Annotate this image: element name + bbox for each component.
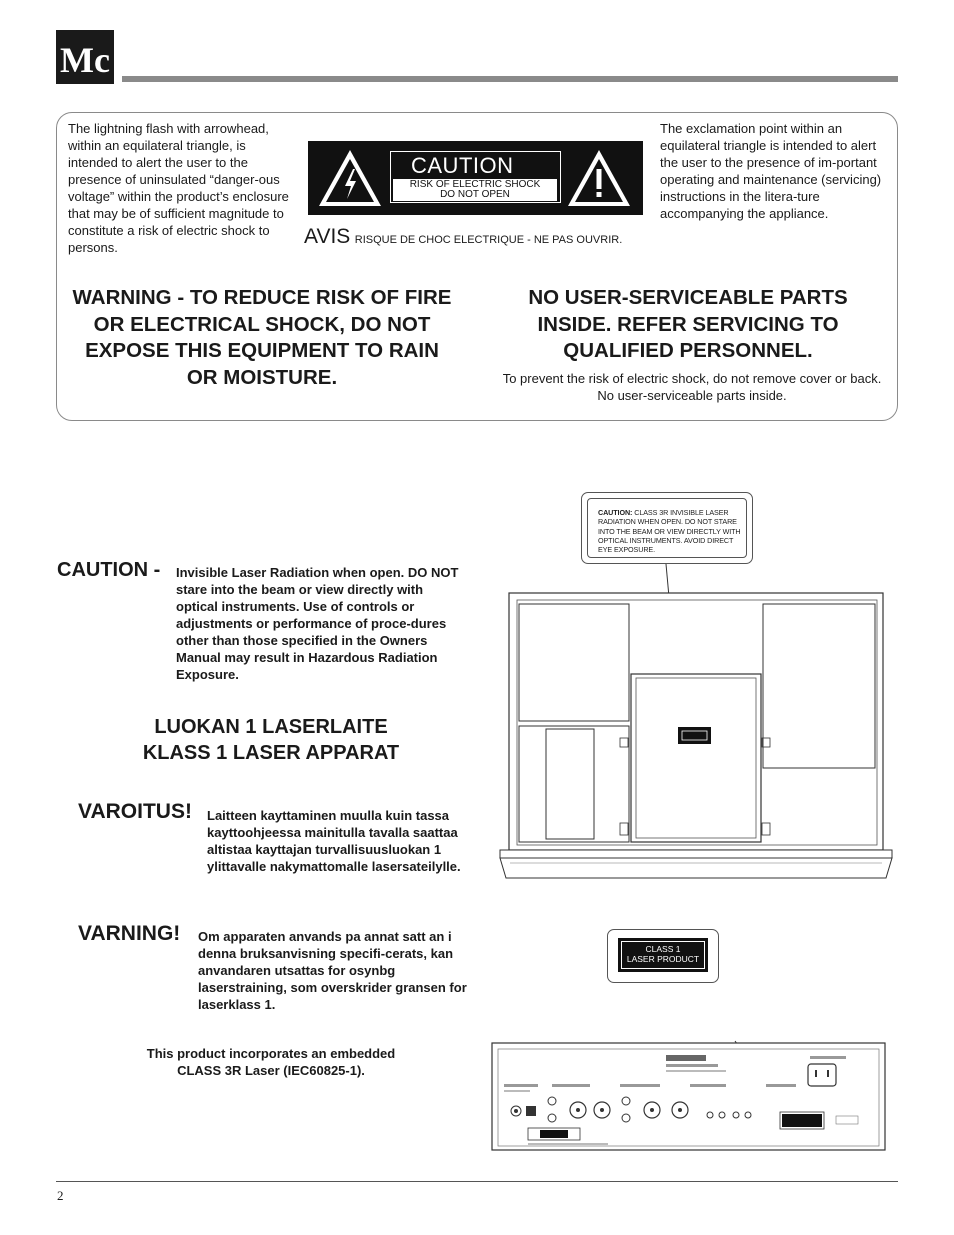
varoitus-heading: VAROITUS! <box>78 800 192 823</box>
no-serviceable-parts-heading: NO USER-SERVICEABLE PARTS INSIDE. REFER SERVICING TO QUALIFIED PERSONNEL. <box>528 286 848 362</box>
label-line1: CLASS 3R INVISIBLE LASER <box>632 508 729 517</box>
caution-word: CAUTION <box>411 153 514 178</box>
varoitus-text: Laitteen kayttaminen muulla kuin tassa kayttoohjeessa mainitulla tavalla saattaa altistaa kayttajan turvallisuusluokan 1 ylittavalle nakymattomalle lasersateilylle. <box>207 808 461 874</box>
luokan-line: LUOKAN 1 LASERLAITE <box>154 716 388 738</box>
avis-text: RISQUE DE CHOC ELECTRIQUE - NE PAS OUVRIR. <box>354 234 623 246</box>
drive-laser-label <box>678 727 711 744</box>
caution-subtext <box>393 179 557 201</box>
laser-caution-heading: CAUTION - <box>57 559 161 581</box>
class1-laser-product-label <box>607 929 719 983</box>
class1-line2: LASER PRODUCT <box>626 954 700 964</box>
header-rule <box>122 76 898 82</box>
caution-sub-line1: RISK OF ELECTRIC SHOCK <box>409 178 541 190</box>
class1-line1: CLASS 1 <box>645 944 681 954</box>
label-line3: INTO THE BEAM OR VIEW DIRECTLY WITH <box>598 526 741 536</box>
logo-text: Mc <box>60 40 110 80</box>
class3r-caution-label <box>581 492 753 564</box>
label-line2: RADIATION WHEN OPEN. DO NOT STARE <box>598 517 737 527</box>
varning-heading: VARNING! <box>78 922 181 945</box>
label-line4: OPTICAL INSTRUMENTS. AVOID DIRECT <box>598 535 734 545</box>
fire-shock-warning: WARNING - TO REDUCE RISK OF FIRE OR ELECTRICAL SHOCK, DO NOT EXPOSE THIS EQUIPMENT TO RAIN OR MOISTURE. <box>72 286 452 389</box>
klass-line: KLASS 1 LASER APPARAT <box>142 742 400 764</box>
caution-label <box>390 151 561 203</box>
front-panel-edge <box>500 850 892 858</box>
no-serviceable-parts-note: To prevent the risk of electric shock, do not remove cover or back. No user-serviceable parts inside. <box>502 371 882 403</box>
page-number: 2 <box>57 1188 64 1203</box>
embedded-line2: CLASS 3R Laser (IEC60825-1). <box>177 1063 365 1078</box>
top-view-illustration <box>496 560 896 885</box>
caution-shock-panel <box>308 141 643 215</box>
lightning-explanation: The lightning flash with arrowhead, within an equilateral triangle, is intended to alert the user to the presence of uninsulated “danger-ous voltage” within the product’s enclosure that may be of sufficient magnitude to constitute a risk of electric shock to persons. <box>68 121 289 255</box>
mcintosh-logo <box>56 30 114 84</box>
embedded-laser-note <box>110 1045 432 1079</box>
avis-line <box>304 225 622 249</box>
front-panel <box>500 858 892 878</box>
class3r-caution-label-text <box>587 498 747 558</box>
exclamation-explanation: The exclamation point within an equilateral triangle is intended to alert the user to the presence of im-portant operating and maintenance (servicing) instructions in the litera-ture accompanying the appliance. <box>660 121 882 221</box>
exclamation-triangle-icon <box>565 147 633 209</box>
laser-caution-text: Invisible Laser Radiation when open. DO NOT stare into the beam or view directly with optical instruments. Use of controls or adjustments or performance of proce-dures other than those specified in the Owners Manual may result in Hazardous Radiation Exposure. <box>176 565 459 682</box>
lightning-triangle-icon <box>316 147 384 209</box>
logo-mark-icon <box>56 30 114 84</box>
label-caution-bold: CAUTION: <box>598 508 633 517</box>
footer-rule <box>56 1181 898 1182</box>
class1-label-panel <box>618 938 708 972</box>
class1-laser-heading <box>120 714 422 766</box>
caution-sub-line2: DO NOT OPEN <box>440 189 510 200</box>
embedded-line1: This product incorporates an embedded <box>146 1046 396 1061</box>
varning-text: Om apparaten anvands pa annat satt an i denna bruksanvisning specifi-cerats, kan anvandaren utsattas for osynbg laserstraining, som overskrider gransen for laserklass 1. <box>198 929 467 1012</box>
label-line5: EYE EXPOSURE. <box>598 545 656 555</box>
rear-panel-illustration <box>490 1040 890 1155</box>
avis-word: AVIS <box>304 225 351 248</box>
